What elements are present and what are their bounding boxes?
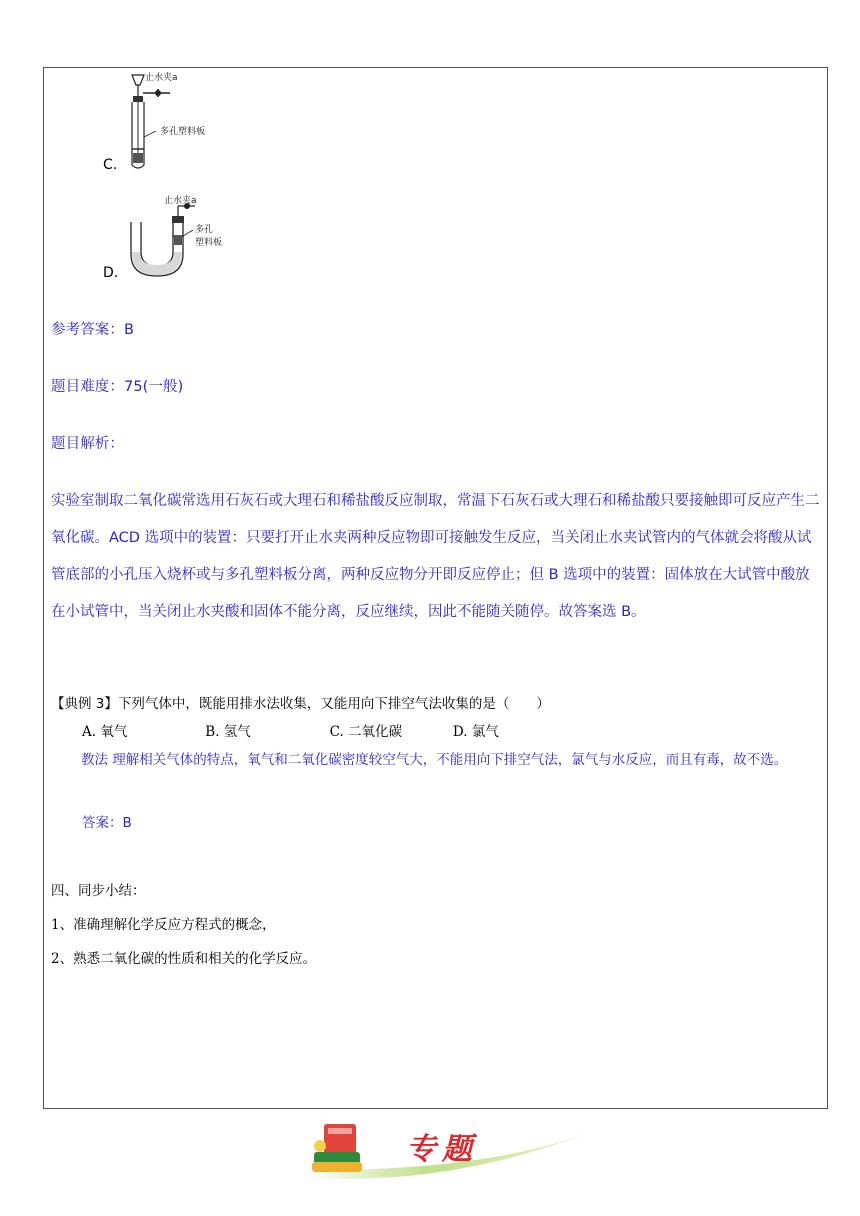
example3-question-line	[51, 692, 550, 712]
figure-d-letter: D.	[103, 265, 119, 281]
example3-option-d: D. 氯气	[452, 724, 499, 740]
answer-line: 参考答案：B	[51, 322, 135, 338]
analysis-heading: 题目解析：	[51, 436, 124, 452]
figure-d-plate-label-1: 多孔	[195, 225, 214, 235]
difficulty-line: 题目难度：75(一般)	[51, 379, 184, 395]
example3-question: 下列气体中，既能用排水法收集，又能用向下排空气法收集的是（ ）	[117, 696, 550, 712]
banner-title: 专题	[406, 1132, 478, 1167]
figure-c-plate-label: 多孔塑料板	[160, 127, 206, 137]
example3-option-a: A. 氧气	[82, 724, 128, 740]
figure-d-clip-label: 止水夹a	[164, 196, 197, 206]
summary-item-2: 2、熟悉二氧化碳的性质和相关的化学反应。	[51, 951, 317, 967]
books-icon	[312, 1124, 362, 1172]
example3-option-b: B. 氢气	[205, 724, 251, 740]
summary-item-1: 1、准确理解化学反应方程式的概念，	[51, 917, 276, 933]
example3-option-c: C. 二氧化碳	[329, 724, 403, 740]
example3-options	[82, 720, 499, 740]
figure-c-letter: C.	[103, 157, 118, 173]
example3-answer: 答案：B	[82, 815, 132, 831]
topic-banner	[300, 1116, 610, 1184]
summary-heading: 四、同步小结：	[51, 883, 146, 899]
figure-c-clip-label: 止水夹a	[145, 73, 178, 83]
example3-tag: 【典例 3】	[51, 696, 118, 712]
example3-explanation: 教法 理解相关气体的特点，氧气和二氧化碳密度较空气大，不能用向下排空气法，氯气与水反应，而且有毒，故不选。	[81, 752, 788, 768]
analysis-text: 实验室制取二氧化碳常选用石灰石或大理石和稀盐酸反应制取，常温下石灰石或大理石和稀盐酸只要接触即可反应产生二氧化碳。ACD 选项中的装置：只要打开止水夹两种反应物即可接触发生反应，当关闭止水夹试管内的气体就会将酸从试管底部的小孔压入烧杯或与多孔塑料板分离，两种反应物分开即反应停止；但 B 选项中的装置：固体放在大试管中酸放在小试管中，当关闭止水夹酸和固体不能分离，反应继续，因此不能随关随停。故答案选 B。	[51, 493, 820, 620]
figure-d-plate-label-2: 塑料板	[195, 238, 223, 248]
apparatus-c-drawing	[118, 69, 228, 175]
